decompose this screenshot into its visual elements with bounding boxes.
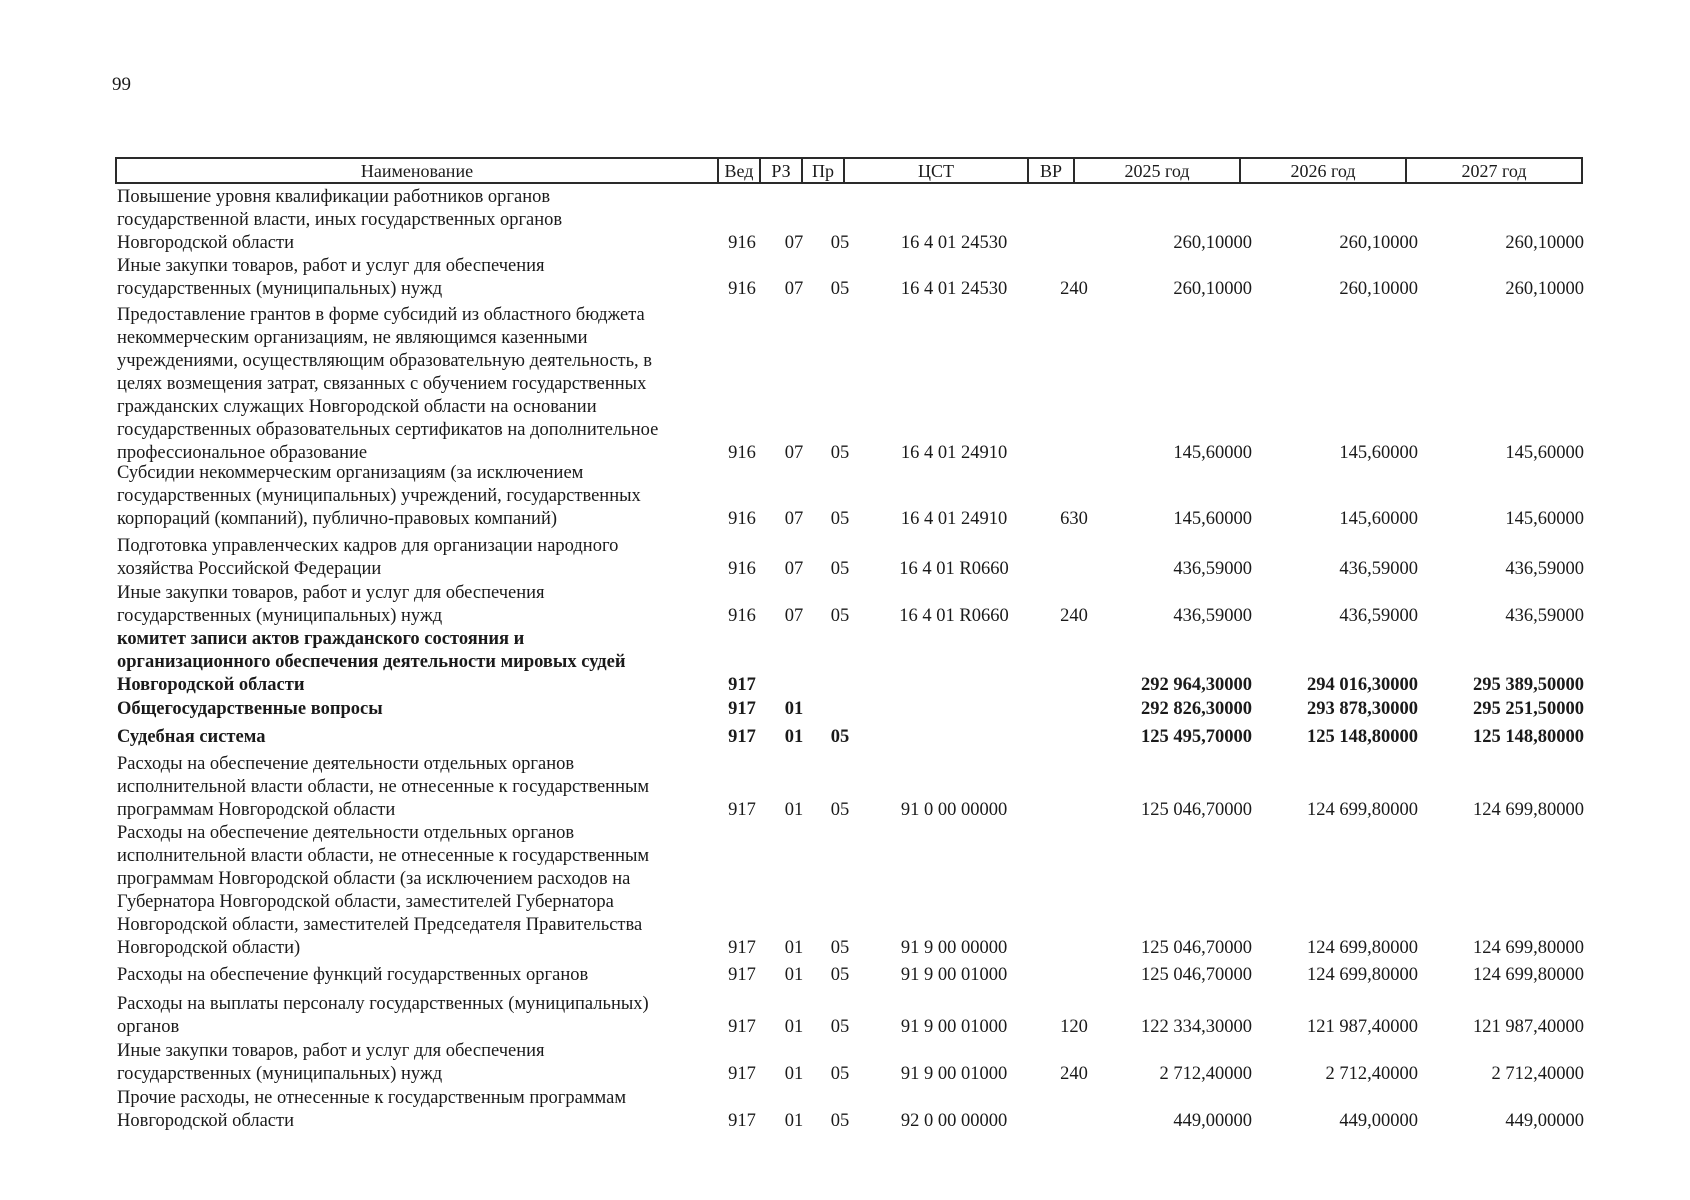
cell-pr: 05 <box>830 509 850 529</box>
cell-cst: 91 9 00 00000 <box>900 938 1008 958</box>
row-name-line: государственных (муниципальных) учреждений, государственных <box>117 486 641 506</box>
cell-cst: 91 9 00 01000 <box>900 965 1008 985</box>
row-name-line: Расходы на обеспечение функций государственных органов <box>117 965 589 985</box>
cell-2026: 2 712,40000 <box>1325 1064 1418 1084</box>
cell-rz: 07 <box>784 606 804 626</box>
cell-2025: 125 046,70000 <box>1141 800 1252 820</box>
row-name <box>117 698 717 721</box>
cell-rz: 07 <box>784 559 804 579</box>
cell-vr: 630 <box>1060 509 1088 529</box>
cell-pr: 05 <box>830 443 850 463</box>
row-name-line: Расходы на обеспечение деятельности отдельных органов <box>117 754 575 774</box>
table-row <box>0 964 1690 987</box>
header-name: Наименование <box>117 159 719 182</box>
cell-ved: 917 <box>728 699 756 719</box>
row-name <box>117 993 717 1039</box>
cell-vr: 240 <box>1060 279 1088 299</box>
cell-2026: 121 987,40000 <box>1307 1017 1418 1037</box>
row-name-line: Иные закупки товаров, работ и услуг для обеспечения <box>117 1041 545 1061</box>
cell-2025: 436,59000 <box>1173 559 1252 579</box>
row-name-line: Губернатора Новгородской области, заместителей Губернатора <box>117 892 614 912</box>
row-name-line: исполнительной власти области, не отнесенные к государственным <box>117 777 650 797</box>
row-name-line: Предоставление грантов в форме субсидий из областного бюджета <box>117 305 645 325</box>
row-name-line: Новгородской области <box>117 675 305 695</box>
cell-cst: 91 0 00 00000 <box>900 800 1008 820</box>
row-name-line: профессиональное образование <box>117 443 368 463</box>
cell-pr: 05 <box>830 1064 850 1084</box>
cell-cst: 16 4 01 R0660 <box>899 606 1009 626</box>
row-name-line: Прочие расходы, не отнесенные к государственным программам <box>117 1088 627 1108</box>
row-name-line: Новгородской области, заместителей Председателя Правительства <box>117 915 643 935</box>
table-row <box>0 1087 1690 1133</box>
row-name-line: Расходы на обеспечение деятельности отдельных органов <box>117 823 575 843</box>
row-name-line: Новгородской области <box>117 233 294 253</box>
cell-2026: 145,60000 <box>1339 443 1418 463</box>
row-name-line: государственных образовательных сертификатов на дополнительное <box>117 420 659 440</box>
row-name-line: исполнительной власти области, не отнесенные к государственным <box>117 846 650 866</box>
header-rz: РЗ <box>761 159 803 182</box>
cell-cst: 16 4 01 24530 <box>900 233 1008 253</box>
header-cst: ЦСТ <box>845 159 1029 182</box>
row-name <box>117 822 717 960</box>
row-name-line: Иные закупки товаров, работ и услуг для обеспечения <box>117 583 545 603</box>
table-row <box>0 304 1690 465</box>
table-row <box>0 462 1690 531</box>
table-row <box>0 822 1690 960</box>
row-name-line: Судебная система <box>117 727 266 747</box>
cell-ved: 917 <box>728 800 756 820</box>
cell-2025: 125 495,70000 <box>1141 727 1252 747</box>
table-row <box>0 582 1690 628</box>
row-name <box>117 462 717 531</box>
cell-cst: 16 4 01 24530 <box>900 279 1008 299</box>
row-name <box>117 255 717 301</box>
cell-pr: 05 <box>830 1017 850 1037</box>
cell-2025: 145,60000 <box>1173 443 1252 463</box>
cell-2026: 449,00000 <box>1339 1111 1418 1131</box>
cell-2025: 292 964,30000 <box>1141 675 1252 695</box>
table-row <box>0 726 1690 749</box>
cell-ved: 917 <box>728 727 756 747</box>
cell-pr: 05 <box>830 233 850 253</box>
row-name-line: программам Новгородской области (за исключением расходов на <box>117 869 631 889</box>
row-name-line: гражданских служащих Новгородской области на основании <box>117 397 597 417</box>
header-2027: 2027 год <box>1461 161 1527 181</box>
page-number: 99 <box>112 74 131 95</box>
cell-2027: 121 987,40000 <box>1473 1017 1584 1037</box>
cell-2026: 124 699,80000 <box>1307 965 1418 985</box>
row-name-line: государственных (муниципальных) нужд <box>117 279 443 299</box>
row-name <box>117 628 717 697</box>
table-row <box>0 186 1690 255</box>
cell-rz: 01 <box>784 938 804 958</box>
cell-2026: 260,10000 <box>1339 279 1418 299</box>
table-row <box>0 628 1690 697</box>
row-name-line: государственной власти, иных государственных органов <box>117 210 563 230</box>
cell-2027: 124 699,80000 <box>1473 965 1584 985</box>
cell-2025: 125 046,70000 <box>1141 965 1252 985</box>
cell-cst: 91 9 00 01000 <box>900 1064 1008 1084</box>
row-name <box>117 964 717 987</box>
row-name-line: некоммерческим организациям, не являющимся казенными <box>117 328 588 348</box>
cell-rz: 01 <box>784 1064 804 1084</box>
cell-ved: 917 <box>728 1064 756 1084</box>
cell-2027: 436,59000 <box>1505 559 1584 579</box>
cell-rz: 07 <box>784 509 804 529</box>
row-name-line: Подготовка управленческих кадров для организации народного <box>117 536 619 556</box>
row-name <box>117 1087 717 1133</box>
cell-2027: 145,60000 <box>1505 509 1584 529</box>
cell-rz: 07 <box>784 233 804 253</box>
cell-ved: 916 <box>728 559 756 579</box>
cell-ved: 916 <box>728 233 756 253</box>
row-name-line: государственных (муниципальных) нужд <box>117 1064 443 1084</box>
cell-rz: 01 <box>784 699 804 719</box>
cell-ved: 917 <box>728 675 756 695</box>
cell-2025: 260,10000 <box>1173 233 1252 253</box>
header-pr: Пр <box>803 159 845 182</box>
cell-ved: 917 <box>728 938 756 958</box>
row-name-line: хозяйства Российской Федерации <box>117 559 382 579</box>
row-name-line: Повышение уровня квалификации работников органов <box>117 187 551 207</box>
table-row <box>0 255 1690 301</box>
cell-pr: 05 <box>830 279 850 299</box>
cell-2025: 449,00000 <box>1173 1111 1252 1131</box>
cell-ved: 917 <box>728 1017 756 1037</box>
cell-2026: 124 699,80000 <box>1307 938 1418 958</box>
cell-2027: 260,10000 <box>1505 279 1584 299</box>
row-name-line: корпораций (компаний), публично-правовых компаний) <box>117 509 558 529</box>
cell-pr: 05 <box>830 800 850 820</box>
row-name-line: органов <box>117 1017 180 1037</box>
cell-2025: 260,10000 <box>1173 279 1252 299</box>
cell-rz: 07 <box>784 279 804 299</box>
cell-pr: 05 <box>830 938 850 958</box>
cell-cst: 16 4 01 R0660 <box>899 559 1009 579</box>
cell-2026: 436,59000 <box>1339 606 1418 626</box>
cell-2027: 124 699,80000 <box>1473 938 1584 958</box>
cell-2025: 125 046,70000 <box>1141 938 1252 958</box>
cell-cst: 16 4 01 24910 <box>900 443 1008 463</box>
cell-cst: 92 0 00 00000 <box>900 1111 1008 1131</box>
row-name-line: целях возмещения затрат, связанных с обучением государственных <box>117 374 647 394</box>
row-name-line: программам Новгородской области <box>117 800 396 820</box>
row-name-line: организационного обеспечения деятельности мировых судей <box>117 652 626 672</box>
cell-2027: 295 251,50000 <box>1473 699 1584 719</box>
cell-2025: 2 712,40000 <box>1159 1064 1252 1084</box>
table-row <box>0 1040 1690 1086</box>
cell-2025: 292 826,30000 <box>1141 699 1252 719</box>
cell-pr: 05 <box>830 965 850 985</box>
cell-ved: 917 <box>728 1111 756 1131</box>
cell-2025: 122 334,30000 <box>1141 1017 1252 1037</box>
row-name-line: Субсидии некоммерческим организациям (за исключением <box>117 463 584 483</box>
cell-2026: 436,59000 <box>1339 559 1418 579</box>
row-name <box>117 753 717 822</box>
cell-rz: 01 <box>784 1017 804 1037</box>
cell-2026: 124 699,80000 <box>1307 800 1418 820</box>
cell-2026: 125 148,80000 <box>1307 727 1418 747</box>
row-name-line: Общегосударственные вопросы <box>117 699 383 719</box>
row-name-line: комитет записи актов гражданского состояния и <box>117 629 525 649</box>
cell-2027: 295 389,50000 <box>1473 675 1584 695</box>
cell-pr: 05 <box>830 727 850 747</box>
cell-2027: 2 712,40000 <box>1491 1064 1584 1084</box>
header-2026: 2026 год <box>1241 159 1407 182</box>
row-name <box>117 186 717 255</box>
cell-2025: 436,59000 <box>1173 606 1252 626</box>
cell-2027: 436,59000 <box>1505 606 1584 626</box>
cell-cst: 91 9 00 01000 <box>900 1017 1008 1037</box>
cell-vr: 240 <box>1060 1064 1088 1084</box>
header-vr: ВР <box>1029 159 1075 182</box>
cell-ved: 916 <box>728 606 756 626</box>
cell-2026: 294 016,30000 <box>1307 675 1418 695</box>
table-row <box>0 535 1690 581</box>
table-row <box>0 698 1690 721</box>
cell-rz: 01 <box>784 727 804 747</box>
row-name-line: Расходы на выплаты персоналу государственных (муниципальных) <box>117 994 649 1014</box>
row-name-line: учреждениями, осуществляющим образовательную деятельность, в <box>117 351 653 371</box>
cell-pr: 05 <box>830 1111 850 1131</box>
table-row <box>0 993 1690 1039</box>
cell-vr: 240 <box>1060 606 1088 626</box>
cell-2027: 124 699,80000 <box>1473 800 1584 820</box>
row-name <box>117 1040 717 1086</box>
cell-ved: 916 <box>728 443 756 463</box>
cell-rz: 01 <box>784 1111 804 1131</box>
cell-2027: 145,60000 <box>1505 443 1584 463</box>
cell-vr: 120 <box>1060 1017 1088 1037</box>
cell-rz: 01 <box>784 965 804 985</box>
row-name <box>117 304 717 465</box>
cell-2027: 125 148,80000 <box>1473 727 1584 747</box>
cell-2027: 449,00000 <box>1505 1111 1584 1131</box>
cell-2025: 145,60000 <box>1173 509 1252 529</box>
row-name-line: Иные закупки товаров, работ и услуг для обеспечения <box>117 256 545 276</box>
cell-pr: 05 <box>830 559 850 579</box>
row-name-line: Новгородской области) <box>117 938 301 958</box>
row-name <box>117 582 717 628</box>
cell-2026: 293 878,30000 <box>1307 699 1418 719</box>
cell-rz: 07 <box>784 443 804 463</box>
cell-2027: 260,10000 <box>1505 233 1584 253</box>
cell-pr: 05 <box>830 606 850 626</box>
cell-2026: 145,60000 <box>1339 509 1418 529</box>
cell-ved: 917 <box>728 965 756 985</box>
row-name-line: Новгородской области <box>117 1111 294 1131</box>
header-2025: 2025 год <box>1075 159 1241 182</box>
header-ved: Вед <box>719 159 761 182</box>
cell-ved: 916 <box>728 509 756 529</box>
row-name <box>117 535 717 581</box>
table-row <box>0 753 1690 822</box>
cell-2026: 260,10000 <box>1339 233 1418 253</box>
cell-ved: 916 <box>728 279 756 299</box>
row-name <box>117 726 717 749</box>
row-name-line: государственных (муниципальных) нужд <box>117 606 443 626</box>
cell-rz: 01 <box>784 800 804 820</box>
cell-cst: 16 4 01 24910 <box>900 509 1008 529</box>
